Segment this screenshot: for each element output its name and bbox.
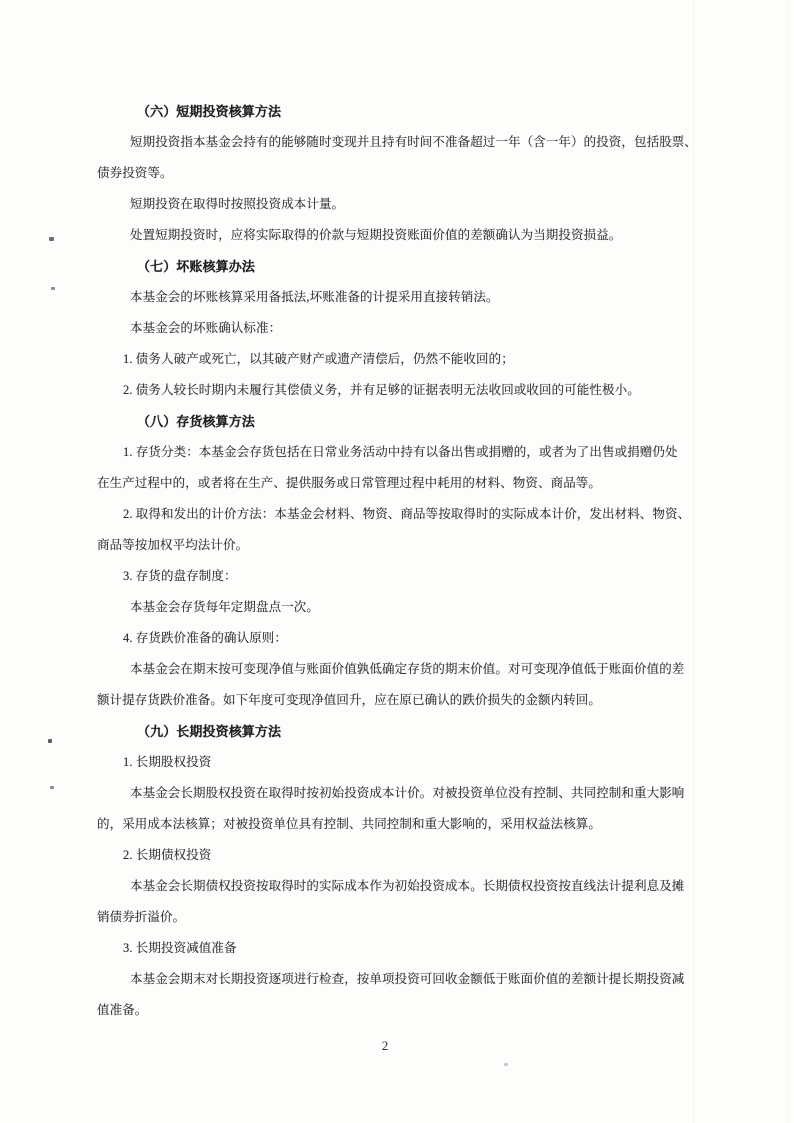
text-line: 1. 存货分类：本基金会存货包括在日常业务活动中持有以备出售或捐赠的，或者为了出售或捐赠仍处 bbox=[123, 445, 678, 459]
page-number: 2 bbox=[381, 1038, 389, 1053]
text-line: 1. 债务人破产或死亡，以其破产财产或遗产清偿后，仍然不能收回的； bbox=[123, 352, 514, 366]
text-line: 本基金会长期股权投资在取得时按初始投资成本计价。对被投资单位没有控制、共同控制和重大影响 bbox=[130, 786, 685, 800]
text-line: 2. 债务人较长时期内未履行其偿债义务，并有足够的证据表明无法收回或收回的可能性极小。 bbox=[123, 383, 640, 397]
text-line: 债券投资等。 bbox=[97, 166, 173, 180]
text-line: （八）存货核算方法 bbox=[137, 414, 255, 429]
text-line: 销债券折溢价。 bbox=[97, 910, 186, 924]
paragraph bbox=[97, 840, 737, 871]
document-body bbox=[97, 96, 737, 1026]
text-line: 本基金会的坏账确认标准： bbox=[130, 321, 282, 335]
paragraph bbox=[97, 933, 737, 964]
text-line: 本基金会在期末按可变现净值与账面价值孰低确定存货的期末价值。对可变现净值低于账面价值的差 bbox=[130, 662, 685, 676]
text-line: 商品等按加权平均法计价。 bbox=[97, 538, 249, 552]
text-line: 值准备。 bbox=[97, 1003, 148, 1017]
paragraph bbox=[97, 313, 737, 344]
text-line: 本基金会长期债权投资按取得时的实际成本作为初始投资成本。长期债权投资按直线法计提利息及摊 bbox=[130, 879, 685, 893]
text-line: 短期投资在取得时按照投资成本计量。 bbox=[130, 197, 345, 211]
paragraph bbox=[97, 189, 737, 220]
text-line: 1. 长期股权投资 bbox=[123, 755, 212, 769]
paragraph bbox=[97, 344, 737, 375]
text-line: 额计提存货跌价准备。如下年度可变现净值回升，应在原已确认的跌价损失的金额内转回。 bbox=[97, 693, 602, 707]
paragraph bbox=[97, 282, 737, 313]
paragraph bbox=[97, 871, 737, 933]
text-line: （六）短期投资核算方法 bbox=[137, 104, 282, 119]
paragraph bbox=[97, 561, 737, 592]
paragraph bbox=[97, 778, 737, 840]
paragraph bbox=[97, 623, 737, 654]
section-heading bbox=[97, 96, 737, 127]
paragraph bbox=[97, 654, 737, 716]
section-heading bbox=[97, 406, 737, 437]
text-line: 本基金会存货每年定期盘点一次。 bbox=[130, 600, 320, 614]
paragraph bbox=[97, 499, 737, 561]
text-line: 短期投资指本基金会持有的能够随时变现并且持有时间不准备超过一年（含一年）的投资，包括股票、 bbox=[130, 135, 698, 149]
text-line: 本基金会期末对长期投资逐项进行检查，按单项投资可回收金额低于账面价值的差额计提长期投资减 bbox=[130, 972, 685, 986]
paragraph bbox=[97, 220, 737, 251]
scan-speck bbox=[51, 287, 55, 290]
text-line: 的，采用成本法核算；对被投资单位具有控制、共同控制和重大影响的，采用权益法核算。 bbox=[97, 817, 602, 831]
scan-speck bbox=[504, 1063, 508, 1066]
paragraph bbox=[97, 964, 737, 1026]
paragraph bbox=[97, 437, 737, 499]
text-line: 在生产过程中的，或者将在生产、提供服务或日常管理过程中耗用的材料、物资、商品等。 bbox=[97, 476, 602, 490]
text-line: 4. 存货跌价准备的确认原则： bbox=[123, 631, 288, 645]
text-line: 3. 存货的盘存制度： bbox=[123, 569, 237, 583]
section-heading bbox=[97, 251, 737, 282]
text-line: 2. 取得和发出的计价方法：本基金会材料、物资、商品等按取得时的实际成本计价，发出材料、物资、 bbox=[123, 507, 691, 521]
paragraph bbox=[97, 747, 737, 778]
scan-speck bbox=[48, 739, 52, 743]
paragraph bbox=[97, 375, 737, 406]
text-line: （九）长期投资核算方法 bbox=[137, 724, 282, 739]
scan-speck bbox=[50, 786, 54, 789]
text-line: 处置短期投资时，应将实际取得的价款与短期投资账面价值的差额确认为当期投资损益。 bbox=[130, 228, 622, 242]
scan-streak bbox=[787, 0, 788, 1123]
text-line: 本基金会的坏账核算采用备抵法,坏账准备的计提采用直接转销法。 bbox=[130, 290, 499, 304]
section-heading bbox=[97, 716, 737, 747]
text-line: 3. 长期投资减值准备 bbox=[123, 941, 237, 955]
scan-speck bbox=[49, 237, 54, 241]
paragraph bbox=[97, 592, 737, 623]
paragraph bbox=[97, 127, 737, 189]
text-line: （七）坏账核算办法 bbox=[137, 259, 255, 274]
text-line: 2. 长期债权投资 bbox=[123, 848, 212, 862]
